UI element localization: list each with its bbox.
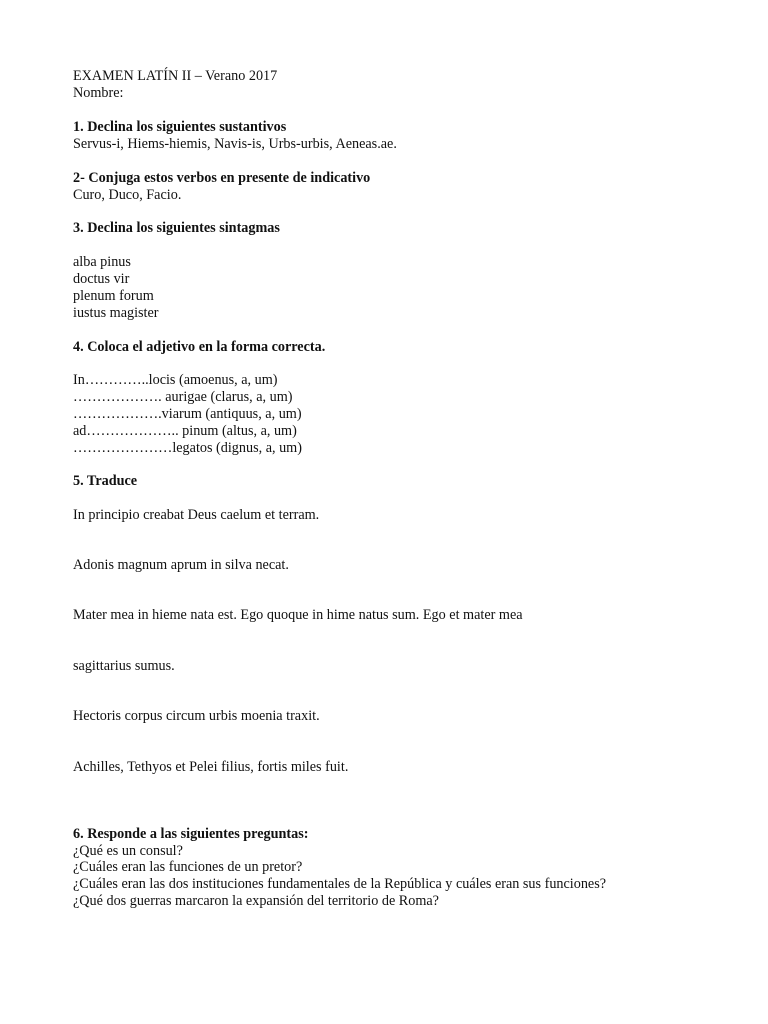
section-3-heading: 3. Declina los siguientes sintagmas [73, 220, 280, 236]
section-4-heading: 4. Coloca el adjetivo en la forma correcta. [73, 339, 326, 355]
section-1-heading: 1. Declina los siguientes sustantivos [73, 119, 287, 135]
section-3-item: doctus vir [73, 271, 130, 287]
question-item: ¿Cuáles eran las funciones de un pretor? [73, 859, 303, 875]
translation-sentence: Adonis magnum aprum in silva necat. [73, 557, 289, 573]
section-2-content: Curo, Duco, Facio. [73, 187, 182, 203]
section-3-item: plenum forum [73, 288, 154, 304]
translation-sentence: In principio creabat Deus caelum et terram. [73, 507, 320, 523]
section-4-item: In…………..locis (amoenus, a, um) [73, 372, 278, 388]
name-label: Nombre: [73, 85, 124, 101]
translation-sentence: Hectoris corpus circum urbis moenia traxit. [73, 708, 320, 724]
question-item: ¿Qué dos guerras marcaron la expansión del territorio de Roma? [73, 893, 439, 909]
section-4-item: ……………….viarum (antiquus, a, um) [73, 406, 302, 422]
section-4-item: …………………legatos (dignus, a, um) [73, 440, 302, 456]
section-3-item: alba pinus [73, 254, 131, 270]
section-3-item: iustus magister [73, 305, 159, 321]
section-6-heading: 6. Responde a las siguientes preguntas: [73, 826, 309, 842]
translation-sentence: sagittarius sumus. [73, 658, 175, 674]
question-item: ¿Qué es un consul? [73, 843, 183, 859]
section-2-heading: 2- Conjuga estos verbos en presente de indicativo [73, 170, 371, 186]
exam-title: EXAMEN LATÍN II – Verano 2017 [73, 68, 278, 84]
question-item: ¿Cuáles eran las dos instituciones fundamentales de la República y cuáles eran sus funciones? [73, 876, 607, 892]
translation-sentence: Achilles, Tethyos et Pelei filius, fortis miles fuit. [73, 759, 349, 775]
section-4-item: ………………. aurigae (clarus, a, um) [73, 389, 293, 405]
section-5-heading: 5. Traduce [73, 473, 138, 489]
section-1-content: Servus-i, Hiems-hiemis, Navis-is, Urbs-urbis, Aeneas.ae. [73, 136, 397, 152]
section-4-item: ad……………….. pinum (altus, a, um) [73, 423, 297, 439]
translation-sentence: Mater mea in hieme nata est. Ego quoque in hime natus sum. Ego et mater mea [73, 607, 523, 623]
